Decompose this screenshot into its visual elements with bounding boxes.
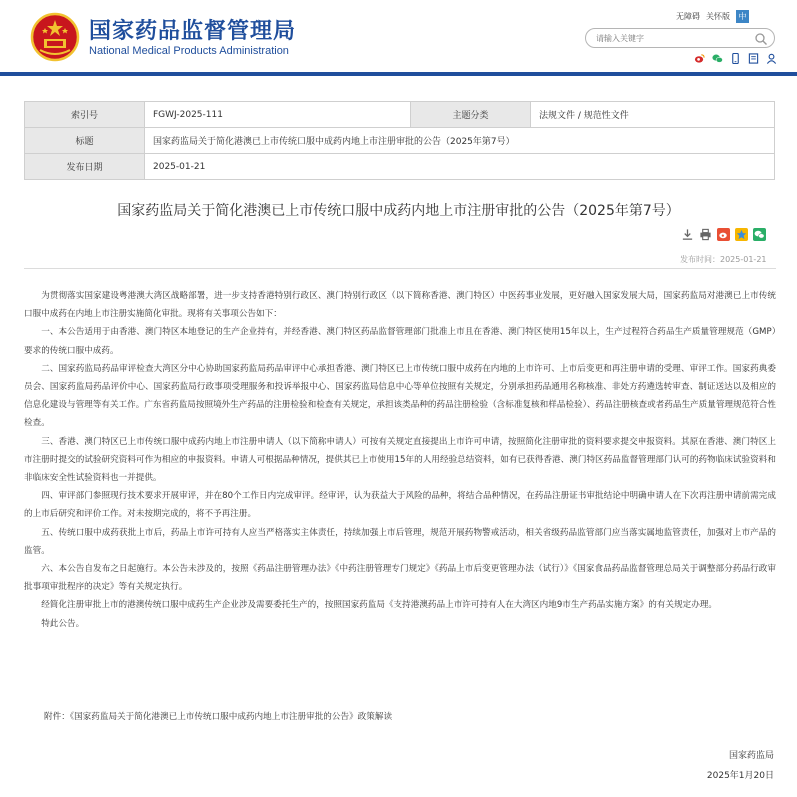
- index-label: 索引号: [25, 102, 145, 128]
- signer: 国家药监局: [728, 751, 774, 761]
- mobile-icon[interactable]: [730, 53, 741, 64]
- article-tools: [681, 228, 766, 241]
- paragraph: 二、国家药监局药品审评检查大湾区分中心协助国家药监局药品审评中心承担香港、澳门特区已上市传统口服中成药在内地的上市许可、上市后变更和再注册申请的受理、审评工作。国家药典委员会、国家药监局药品评价中心、国家药监局行政事项受理服务和投诉举报中心、国家药监局信息中心等单位按照有关规定，分别承担药品通用名称核准、非处方药遴选转审查、制证送达以及相应的信息化建设与管理等有关工作。广东省药监局按照境外生产药品的注册检验和检查有关规定，承担该类品种的药品注册检验（含标准复核和样品检验）、药品注册核查或者药品生产质量管理规范符合性检查。: [24, 363, 776, 429]
- table-row: [25, 128, 775, 154]
- search-box: [585, 28, 775, 48]
- paragraph: 一、本公告适用于由香港、澳门特区本地登记的生产企业持有，并经香港、澳门特区药品监督管理部门批准上市且在香港、澳门特区使用15年以上，生产过程符合药品生产质量管理规范（GMP）要求的传统口服中成药。: [24, 327, 776, 356]
- national-emblem-icon[interactable]: [30, 12, 80, 62]
- publish-time-label: 发布时间：: [680, 255, 720, 264]
- top-links: [676, 9, 749, 23]
- language-toggle[interactable]: 中: [736, 10, 749, 23]
- article-title: 国家药监局关于简化港澳已上市传统口服中成药内地上市注册审批的公告（2025年第7号）: [117, 203, 680, 219]
- date-value: 2025-01-21: [145, 154, 775, 180]
- meta-table: [24, 101, 775, 180]
- category-value: 法规文件 / 规范性文件: [531, 102, 775, 128]
- attachment-link[interactable]: 《国家药监局关于简化港澳已上市传统口服中成药内地上市注册审批的公告》政策解读: [69, 712, 393, 722]
- search-icon[interactable]: [754, 32, 768, 46]
- paragraph: 特此公告。: [41, 618, 85, 629]
- publish-time: [680, 254, 767, 265]
- care-edition-link[interactable]: 关怀版: [706, 11, 730, 21]
- sign-date: 2025年1月20日: [706, 771, 774, 781]
- divider: [24, 268, 776, 269]
- paragraph: 为贯彻落实国家建设粤港澳大湾区战略部署，进一步支持香港特别行政区、澳门特别行政区（以下简称香港、澳门特区）中医药事业发展，更好融入国家发展大局，国家药监局对港澳已上市传统口服中成药在内地上市注册实施简化审批。现将有关事项公告如下：: [24, 291, 776, 320]
- paragraph: 经简化注册审批上市的港澳传统口服中成药生产企业涉及需要委托生产的，按照国家药监局《支持港澳药品上市许可持有人在大湾区内地9市生产药品实施方案》的有关规定办理。: [41, 600, 717, 611]
- table-row: [25, 102, 775, 128]
- attachment: [44, 710, 392, 722]
- article-body: [24, 287, 776, 633]
- index-value: FGWJ-2025-111: [145, 102, 411, 128]
- social-icons: [694, 53, 777, 64]
- qzone-share-icon[interactable]: [735, 228, 748, 241]
- weibo-icon[interactable]: [694, 53, 705, 64]
- download-icon[interactable]: [681, 228, 694, 241]
- nav-bar: [0, 72, 797, 76]
- title-label: 标题: [25, 128, 145, 154]
- title-value: 国家药监局关于简化港澳已上市传统口服中成药内地上市注册审批的公告（2025年第7号）: [145, 128, 775, 154]
- date-label: 发布日期: [25, 154, 145, 180]
- wechat-share-icon[interactable]: [753, 228, 766, 241]
- paragraph: 五、传统口服中成药获批上市后，药品上市许可持有人应当严格落实主体责任，持续加强上市后管理，规范开展药物警戒活动，相关省级药品监管部门应当落实属地监管责任，加强对上市产品的监管。: [24, 527, 776, 556]
- category-label: 主题分类: [411, 102, 531, 128]
- site-header: [0, 0, 797, 76]
- wechat-icon[interactable]: [712, 53, 723, 64]
- paragraph: 三、香港、澳门特区已上市传统口服中成药内地上市注册申请人（以下简称申请人）可按有关规定直接提出上市许可申请，按照简化注册审批的资料要求提交申报资料。其原在香港、澳门特区上市注册时提交的试验研究资料可作为相应的申报资料。申请人可根据品种情况，提供其已上市使用15年的人用经验总结资料，如有已获得香港、澳门特区药品监督管理部门认可的药物临床试验资料和非临床安全性试验资料也一并提供。: [24, 436, 776, 484]
- accessibility-link[interactable]: 无障碍: [676, 11, 700, 21]
- paragraph: 六、本公告自发布之日起施行。本公告未涉及的，按照《药品注册管理办法》《中药注册管理专门规定》《药品上市后变更管理办法（试行）》《国家食品药品监督管理总局关于调整部分药品行政审批事项审批程序的决定》等有关规定执行。: [24, 564, 776, 593]
- publish-time-value: 2025-01-21: [720, 255, 767, 264]
- attachment-label: 附件：: [44, 712, 70, 722]
- search-input[interactable]: [596, 31, 746, 45]
- weibo-share-icon[interactable]: [717, 228, 730, 241]
- user-icon[interactable]: [766, 53, 777, 64]
- site-name-cn[interactable]: 国家药品监督管理局: [89, 19, 297, 44]
- table-row: [25, 154, 775, 180]
- print-icon[interactable]: [699, 228, 712, 241]
- paragraph: 四、审评部门参照现行技术要求开展审评，并在80个工作日内完成审评。经审评，认为获益大于风险的品种，将结合品种情况，在药品注册证书审批结论中明确申请人在下次再注册申请前需完成的上市后研究和评价工作。对未按期完成的，将不予再注册。: [24, 491, 776, 520]
- site-name-en[interactable]: National Medical Products Administration: [89, 45, 289, 57]
- mail-icon[interactable]: [748, 53, 759, 64]
